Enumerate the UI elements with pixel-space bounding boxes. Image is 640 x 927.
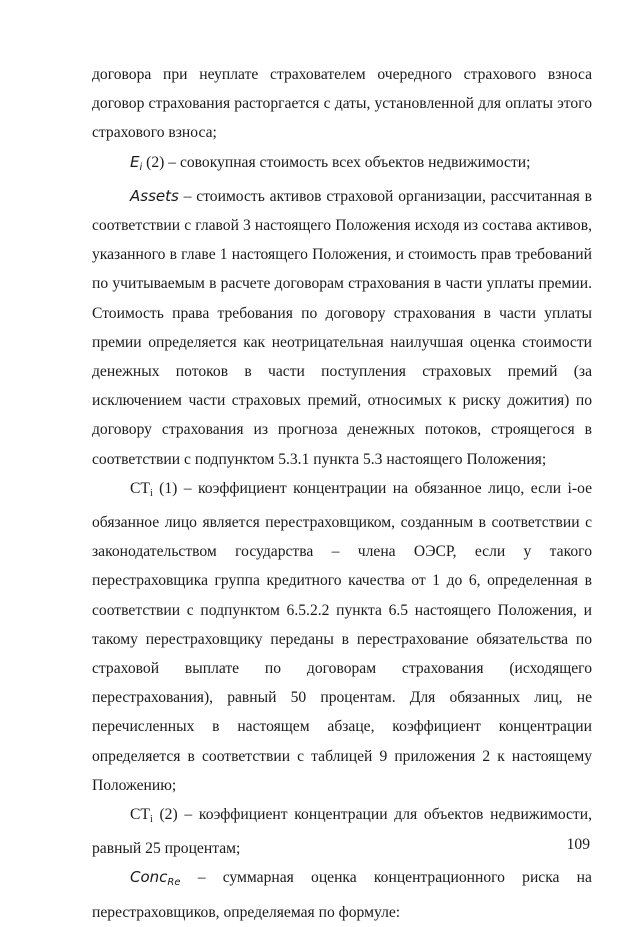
- variable-ct2: CT: [130, 806, 150, 824]
- concre-second-line: перестраховщиков, определяемая по формуле:: [92, 903, 401, 921]
- concre-word: на: [576, 869, 592, 887]
- paragraph-ct2-definition: [92, 800, 592, 863]
- variable-e: E: [130, 152, 140, 171]
- concre-word: оценка: [311, 869, 357, 887]
- variable-e-subscript: i: [139, 161, 143, 173]
- ei-definition-text: (2) – совокупная стоимость всех объектов недвижимости;: [142, 153, 531, 171]
- paragraph-ei-definition: [92, 148, 592, 182]
- concre-word: суммарная: [222, 869, 294, 887]
- variable-ct1-subscript: i: [149, 487, 153, 499]
- variable-ct2-subscript: i: [149, 814, 153, 826]
- paragraph-contract-termination: договора при неуплате страхователем очередного страхового взноса договор страхования расторгается с даты, установленной для оплаты этого страхового взноса;: [92, 66, 592, 142]
- concre-word: –: [197, 869, 206, 887]
- ct2-definition-text: (2) – коэффициент концентрации для объектов недвижимости, равный 25 процентам;: [92, 806, 592, 858]
- concre-word: концентрационного: [373, 869, 505, 887]
- variable-assets: Assets: [130, 186, 179, 205]
- page-number: 109: [566, 836, 590, 853]
- concre-first-line: [92, 863, 592, 897]
- variable-concre: Conc$_{Re}$: [130, 868, 181, 889]
- concre-word: риска: [522, 869, 560, 887]
- paragraph-assets-definition: [92, 182, 592, 474]
- paragraph-concre-definition: [92, 863, 592, 926]
- ct1-definition-text: (1) – коэффициент концентрации на обязанное лицо, если i-ое обязанное лицо является перестраховщиком, созданным в соответствии с законодательством государства – члена ОЭСР, если у такого перестраховщика группа кредитного качества от 1 до 6, определенная в соответствии с подпунктом 6.5.2.2 пункта 6.5 настоящего Положения, и такому перестраховщику переданы в перестрахование обязательства по страховой выплате по договорам страхования (исходящего перестрахования), равный 50 процентам. Для обязанных лиц, не перечисленных в настоящем абзаце, коэффициент концентрации определяется в соответствии с таблицей 9 приложения 2 к настоящему Положению;: [92, 479, 592, 794]
- body-text: [92, 60, 592, 927]
- assets-definition-text: – стоимость активов страховой организации, рассчитанная в соответствии с главой 3 настоящего Положения исходя из состава активов, указанного в главе 1 настоящего Положения, и стоимость прав требований по учитываемым в расчете договорам страхования в части уплаты премии. Стоимость права требования по договору страхования в части уплаты премии определяется как неотрицательная наилучшая оценка стоимости денежных потоков в части поступления страховых премий (за исключением части страховых премий, относимых к риску дожития) по договору страхования из прогноза денежных потоков, строящегося в соответствии с подпунктом 5.3.1 пункта 5.3 настоящего Положения;: [92, 187, 592, 468]
- variable-ct1: CT: [130, 479, 150, 497]
- paragraph-ct1-definition: [92, 474, 592, 800]
